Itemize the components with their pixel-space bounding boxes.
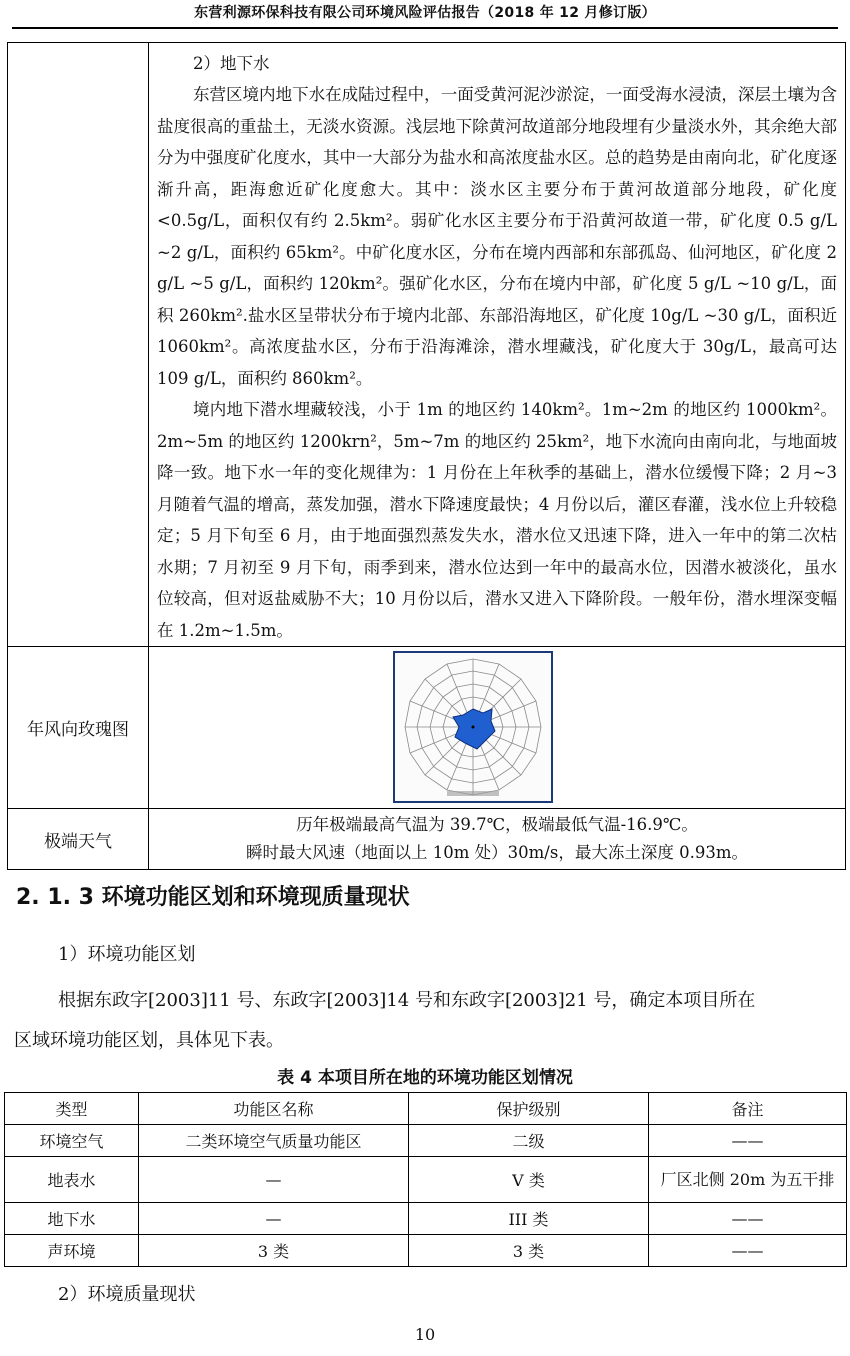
body-paragraph-line-2: 区域环境功能区划，具体见下表。 [14, 1030, 284, 1051]
table-cell: —— [649, 1203, 847, 1235]
table-cell: 二类环境空气质量功能区 [139, 1125, 409, 1157]
wind-rose-label: 年风向玫瑰图 [8, 647, 149, 809]
groundwater-paragraph-2: 境内地下潜水埋藏较浅，小于 1m 的地区约 140km²。1m~2m 的地区约 1000km²。2m~5m 的地区约 1200krn²，5m~7m 的地区约 25km²，地下水流向由南向北，与地面坡降一致。地下水一年的变化规律为：1 月份在上年秋季的基础上，潜水位缓慢下降；2 月~3 月随着气温的增高，蒸发加强，潜水下降速度最快；4 月份以后，灌区春灌，浅水位上升较稳定；5 月下旬至 6 月，由于地面强烈蒸发失水，潜水位又迅速下降，进入一年中的第二次枯水期；7 月初至 9 月下旬，雨季到来，潜水位达到一年中的最高水位，因潜水被淡化，虽水位较高，但对返盐威胁不大；10 月份以后，潜水又进入下降阶段。一般年份，潜水埋深变幅在 1.2m~1.5m。 [157, 400, 837, 640]
groundwater-title: 2）地下水 [193, 54, 270, 73]
table-cell: —— [649, 1235, 847, 1267]
header-rule [12, 27, 838, 29]
table-cell: 厂区北侧 20m 为五干排 [649, 1157, 847, 1203]
table-header-row [5, 1093, 847, 1125]
table-cell: 声环境 [5, 1235, 139, 1267]
function-zone-table [4, 1092, 847, 1267]
table-cell: 3 类 [409, 1235, 649, 1267]
groundwater-cell [149, 43, 846, 647]
table-cell: 地表水 [5, 1157, 139, 1203]
table-cell: 3 类 [139, 1235, 409, 1267]
table-row [5, 1125, 847, 1157]
section-heading: 2. 1. 3 环境功能区划和环境现质量现状 [16, 885, 410, 910]
wind-rose-image [393, 651, 553, 803]
page-number: 10 [414, 1325, 436, 1344]
subsection-title-1: 1）环境功能区划 [58, 944, 196, 965]
table-row [5, 1203, 847, 1235]
table-cell: 地下水 [5, 1203, 139, 1235]
table-cell: III 类 [409, 1203, 649, 1235]
table-header-cell: 功能区名称 [139, 1093, 409, 1125]
table-header-cell: 备注 [649, 1093, 847, 1125]
table-row [5, 1235, 847, 1267]
table-cell: — [139, 1203, 409, 1235]
subsection-title-2: 2）环境质量现状 [58, 1284, 196, 1305]
table-cell: — [139, 1157, 409, 1203]
body-paragraph-line-1: 根据东政字[2003]11 号、东政字[2003]14 号和东政字[2003]21 号，确定本项目所在 [58, 990, 756, 1011]
extreme-weather-label: 极端天气 [8, 809, 149, 870]
environment-info-table [7, 42, 846, 870]
table-caption: 表 4 本项目所在地的环境功能区划情况 [277, 1068, 573, 1088]
extreme-weather-line-2: 瞬时最大风速（地面以上 10m 处）30m/s，最大冻土深度 0.93m。 [246, 843, 748, 862]
table-row [5, 1157, 847, 1203]
groundwater-paragraph-1: 东营区境内地下水在成陆过程中，一面受黄河泥沙淤淀，一面受海水浸渍，深层土壤为含盐度很高的重盐土，无淡水资源。浅层地下除黄河故道部分地段埋有少量淡水外，其余绝大部分为中强度矿化度水，其中一大部分为盐水和高浓度盐水区。总的趋势是由南向北，矿化度逐渐升高，距海愈近矿化度愈大。其中：淡水区主要分布于黄河故道部分地段，矿化度<0.5g/L，面积仅有约 2.5km²。弱矿化水区主要分布于沿黄河故道一带，矿化度 0.5 g/L ~2 g/L，面积约 65km²。中矿化度水区，分布在境内西部和东部孤岛、仙河地区，矿化度 2 g/L ~5 g/L，面积约 120km²。强矿化水区，分布在境内中部，矿化度 5 g/L ~10 g/L，面积 260km².盐水区呈带状分布于境内北部、东部沿海地区，矿化度 10g/L ~30 g/L，面积近 1060km²。高浓度盐水区，分布于沿海滩涂，潜水埋藏浅，矿化度大于 30g/L，最高可达 109 g/L，面积约 860km²。 [157, 85, 837, 388]
extreme-weather-line-1: 历年极端最高气温为 39.7℃，极端最低气温-16.9℃。 [296, 815, 698, 834]
wind-rose-cell [149, 647, 846, 809]
table-cell: 环境空气 [5, 1125, 139, 1157]
table-cell: 二级 [409, 1125, 649, 1157]
table-cell: —— [649, 1125, 847, 1157]
empty-label-cell [8, 43, 149, 647]
table-header-cell: 类型 [5, 1093, 139, 1125]
table-header-cell: 保护级别 [409, 1093, 649, 1125]
extreme-weather-cell [149, 809, 846, 870]
table-cell: V 类 [409, 1157, 649, 1203]
page-header: 东营利源环保科技有限公司环境风险评估报告（2018 年 12 月修订版） [194, 5, 656, 21]
